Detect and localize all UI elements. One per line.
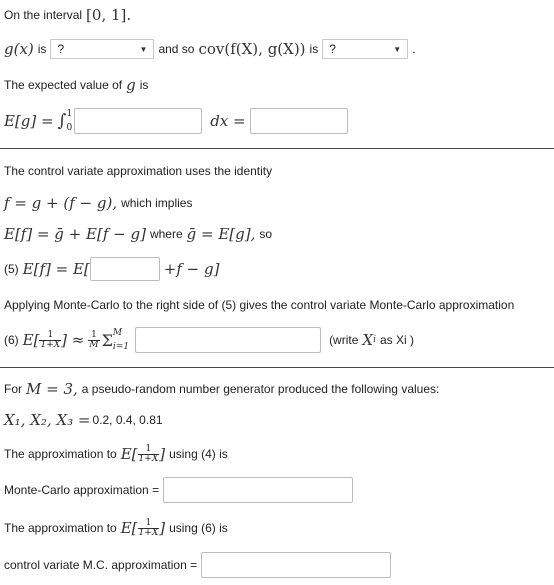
for-text: For xyxy=(4,382,22,396)
interval-text: On the interval xyxy=(4,8,83,22)
identity-line xyxy=(4,192,192,214)
is3-text: is xyxy=(139,78,149,92)
implies-text: which implies xyxy=(121,196,193,210)
approx4-close: ] xyxy=(159,445,166,463)
interval-line xyxy=(4,4,131,26)
M-equals-math: M = 3, xyxy=(26,380,78,398)
expected-value-line xyxy=(4,74,148,96)
is-text: is xyxy=(37,42,47,56)
integral-value-input[interactable] xyxy=(250,108,348,134)
eq6-one: 1 xyxy=(91,329,97,340)
eq6-fraction xyxy=(39,331,61,350)
integrand-input[interactable] xyxy=(74,108,202,134)
values-line xyxy=(4,409,163,431)
cv-intro-text: The control variate approximation uses the identity xyxy=(4,164,273,178)
integral-line xyxy=(4,106,348,136)
g-choice-select[interactable] xyxy=(50,39,154,59)
sum-bottom: i=1 xyxy=(112,342,130,352)
interval-math: [0, 1]. xyxy=(86,6,132,24)
eq6-one-over-M xyxy=(88,331,99,350)
approx4-suffix: using (4) is xyxy=(169,447,228,461)
cov-math: cov(f(X), g(X)) xyxy=(198,40,306,58)
g-of-x-math: g(x) xyxy=(4,40,34,58)
dx-math: dx = xyxy=(210,112,246,130)
implies-math1: E[f] = ḡ + E[f − g] xyxy=(4,225,146,243)
for-M-line xyxy=(4,378,439,400)
chevron-down-icon: ▼ xyxy=(139,44,148,54)
approx4-line xyxy=(4,440,228,468)
approx6-text: The approximation to xyxy=(4,521,117,535)
approx4-E: E[ xyxy=(120,445,138,463)
mc-approx-label: Monte-Carlo approximation = xyxy=(4,483,160,497)
approx6-line xyxy=(4,514,228,542)
mc-line xyxy=(4,295,514,315)
mc-text: Applying Monte-Carlo to the right side of (5) gives the control variate Monte-Carlo approximation xyxy=(4,298,515,312)
eq6-summand-input[interactable] xyxy=(135,327,321,353)
integral-lower: 0 xyxy=(66,123,73,133)
integral-upper: 1 xyxy=(66,109,73,119)
write-prefix: (write xyxy=(329,333,359,347)
identity-math: f = g + (f − g), xyxy=(4,194,118,212)
eq5-label: (5) xyxy=(4,262,19,276)
g-selection-line xyxy=(4,38,416,60)
prng-text: a pseudo-random number generator produced the following values: xyxy=(81,382,440,396)
approx4-frac-num: 1 xyxy=(145,443,152,454)
eq6-close: ] ≈ xyxy=(61,331,85,349)
implies-math2: ḡ = E[g], xyxy=(186,225,256,243)
approx6-E: E[ xyxy=(120,519,138,537)
cv-approx-label: control variate M.C. approximation = xyxy=(4,558,198,572)
approx6-frac-num: 1 xyxy=(145,517,152,528)
approx6-suffix: using (6) is xyxy=(169,521,228,535)
eq5-math1: E[f] = E[ xyxy=(22,260,90,278)
eq6-frac-num: 1 xyxy=(47,329,54,340)
cv-intro-line xyxy=(4,161,272,181)
and-so-text: and so xyxy=(158,42,195,56)
cv-approx-line xyxy=(4,552,391,578)
eq6-line xyxy=(4,324,414,356)
values-text: 0.2, 0.4, 0.81 xyxy=(92,413,163,427)
eq6-frac-den: 1+X xyxy=(40,339,61,350)
approx6-frac-den: 1+X xyxy=(138,527,159,538)
g-math: g xyxy=(126,76,136,94)
divider xyxy=(0,367,554,368)
mc-approx-input[interactable] xyxy=(163,477,353,503)
integral-sign: ∫ xyxy=(57,111,67,131)
so-text: so xyxy=(259,227,273,241)
write-suffix: as Xi ) xyxy=(379,333,414,347)
approx6-close: ] xyxy=(159,519,166,537)
eq6-label: (6) xyxy=(4,333,19,347)
write-i: i xyxy=(373,335,376,345)
eq6-M: M xyxy=(89,339,99,350)
where-text: where xyxy=(149,227,183,241)
write-X: X xyxy=(362,331,374,349)
is2-text: is xyxy=(309,42,319,56)
approx4-fraction xyxy=(138,445,160,464)
approx4-frac-den: 1+X xyxy=(138,453,159,464)
approx4-text: The approximation to xyxy=(4,447,117,461)
sigma-symbol: Σ xyxy=(101,330,113,350)
implies-line xyxy=(4,223,272,245)
eq6-E: E[ xyxy=(22,331,40,349)
mc-approx-line xyxy=(4,477,353,503)
E-g-math: E[g] = xyxy=(4,112,54,130)
chevron-down-icon: ▼ xyxy=(393,44,402,54)
divider xyxy=(0,148,554,149)
sum-top: M xyxy=(112,328,123,338)
eq5-math2: +f − g] xyxy=(163,260,220,278)
cov-sign-select[interactable] xyxy=(322,39,408,59)
values-math: X₁, X₂, X₃ = xyxy=(4,411,91,429)
eq5-input[interactable] xyxy=(90,257,160,281)
approx6-fraction xyxy=(138,519,160,538)
eq5-line xyxy=(4,256,219,282)
cv-approx-input[interactable] xyxy=(201,552,391,578)
cov-sign-value: ? xyxy=(329,42,336,56)
expected-text: The expected value of xyxy=(4,78,123,92)
period-text: . xyxy=(412,42,416,56)
g-choice-value: ? xyxy=(57,42,65,56)
